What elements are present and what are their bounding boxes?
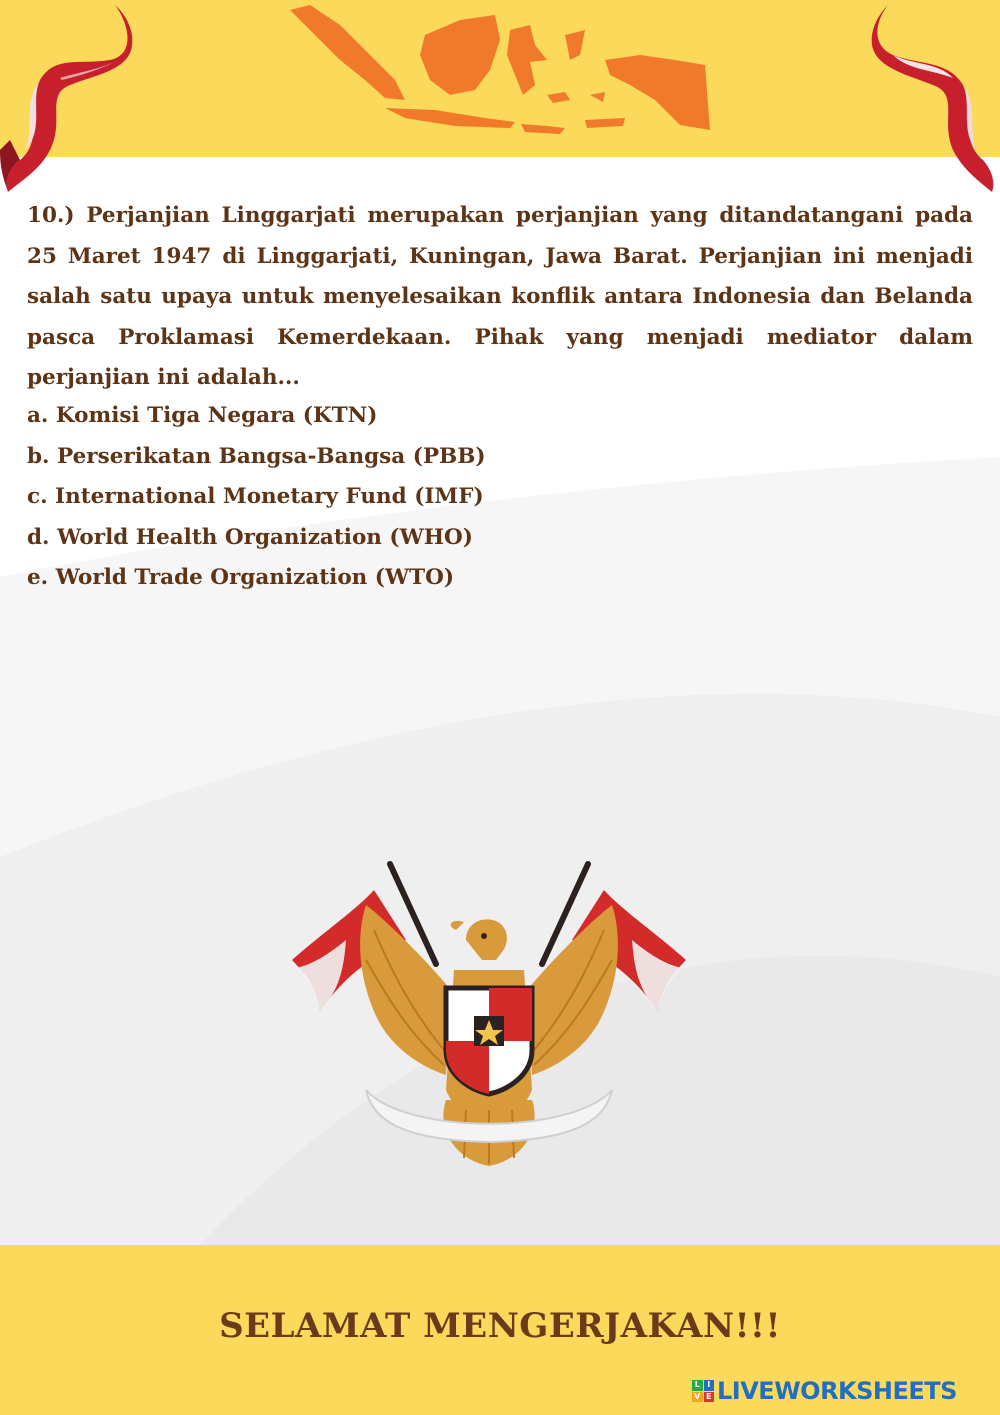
option-e[interactable]: e. World Trade Organization (WTO)	[27, 565, 455, 590]
flag-ribbon-icon	[868, 0, 1000, 195]
option-d[interactable]: d. World Health Organization (WHO)	[27, 524, 473, 550]
option-c[interactable]: c. International Monetary Fund (IMF)	[27, 484, 484, 509]
brand-name: LIVEWORKSHEETS	[717, 1377, 957, 1405]
liveworksheets-brand[interactable]	[692, 1374, 992, 1408]
answer-options	[27, 396, 727, 599]
closing-message: SELAMAT MENGERJAKAN!!!	[219, 1306, 781, 1346]
flag-ribbon-icon	[0, 0, 140, 195]
option-b[interactable]: b. Perserikatan Bangsa-Bangsa (PBB)	[27, 443, 486, 469]
garuda-emblem-icon	[286, 860, 692, 1172]
indonesia-map-icon	[285, 0, 715, 160]
liveworksheets-logo-icon: L I V E	[692, 1380, 714, 1402]
question-text: 10.) Perjanjian Linggarjati merupakan perjanjian yang ditandatangani pada 25 Maret 1947 di Linggarjati, Kuningan, Jawa Barat. Perjanjian ini menjadi salah satu upaya untuk menyelesaikan konflik antara Indonesia dan Belanda pasca Proklamasi Kemerdekaan. Pihak yang menjadi mediator dalam perjanjian ini adalah...	[27, 203, 973, 390]
option-a[interactable]: a. Komisi Tiga Negara (KTN)	[27, 403, 378, 428]
